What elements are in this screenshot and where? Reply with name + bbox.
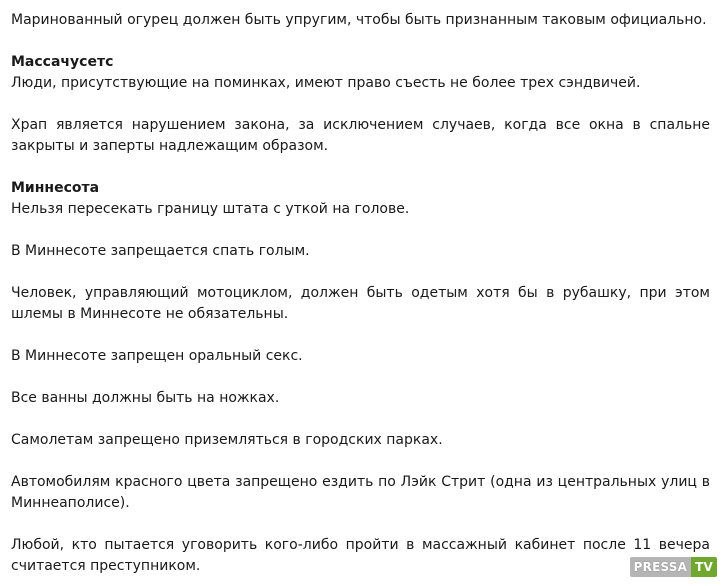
paragraph-airplanes: Самолетам запрещено приземляться в городских парках. — [11, 432, 443, 448]
paragraph-snoring: Храп является нарушением закона, за исключением случаев, когда все окна в спальне закрыты и заперты надлежащим образом. — [11, 117, 710, 154]
heading-massachusetts: Массачусетс — [11, 54, 114, 70]
spacer — [11, 409, 710, 430]
paragraph-massage: Любой, кто пытается уговорить кого-либо пройти в массажный кабинет после 11 вечера считается преступником. — [11, 537, 710, 574]
spacer — [11, 451, 710, 472]
spacer — [11, 31, 710, 52]
spacer — [11, 94, 710, 115]
heading-minnesota: Миннесота — [11, 180, 100, 196]
paragraph-wake-sandwiches: Люди, присутствующие на поминках, имеют право съесть не более трех сэндвичей. — [11, 75, 641, 91]
spacer — [11, 514, 710, 535]
spacer — [11, 325, 710, 346]
paragraph-red-cars: Автомобилям красного цвета запрещено ездить по Лэйк Стрит (одна из центральных улиц в Миннеаполисе). — [11, 474, 710, 511]
watermark-tv-text: TV — [691, 557, 717, 577]
spacer — [11, 220, 710, 241]
article-body — [11, 0, 710, 577]
watermark-pressa-text: PRESSA — [630, 557, 691, 577]
paragraph-duck: Нельзя пересекать границу штата с уткой на голове. — [11, 201, 410, 217]
spacer — [11, 157, 710, 178]
spacer — [11, 262, 710, 283]
pressa-tv-watermark — [630, 556, 717, 578]
paragraph-sleep-naked: В Миннесоте запрещается спать голым. — [11, 243, 310, 259]
paragraph-pickle: Маринованный огурец должен быть упругим, чтобы быть признанным таковым официально. — [11, 12, 707, 28]
paragraph-oral: В Миннесоте запрещен оральный секс. — [11, 348, 303, 364]
paragraph-bathtubs: Все ванны должны быть на ножках. — [11, 390, 280, 406]
paragraph-motorcycle: Человек, управляющий мотоциклом, должен быть одетым хотя бы в рубашку, при этом шлемы в Миннесоте не обязательны. — [11, 285, 710, 322]
spacer — [11, 367, 710, 388]
